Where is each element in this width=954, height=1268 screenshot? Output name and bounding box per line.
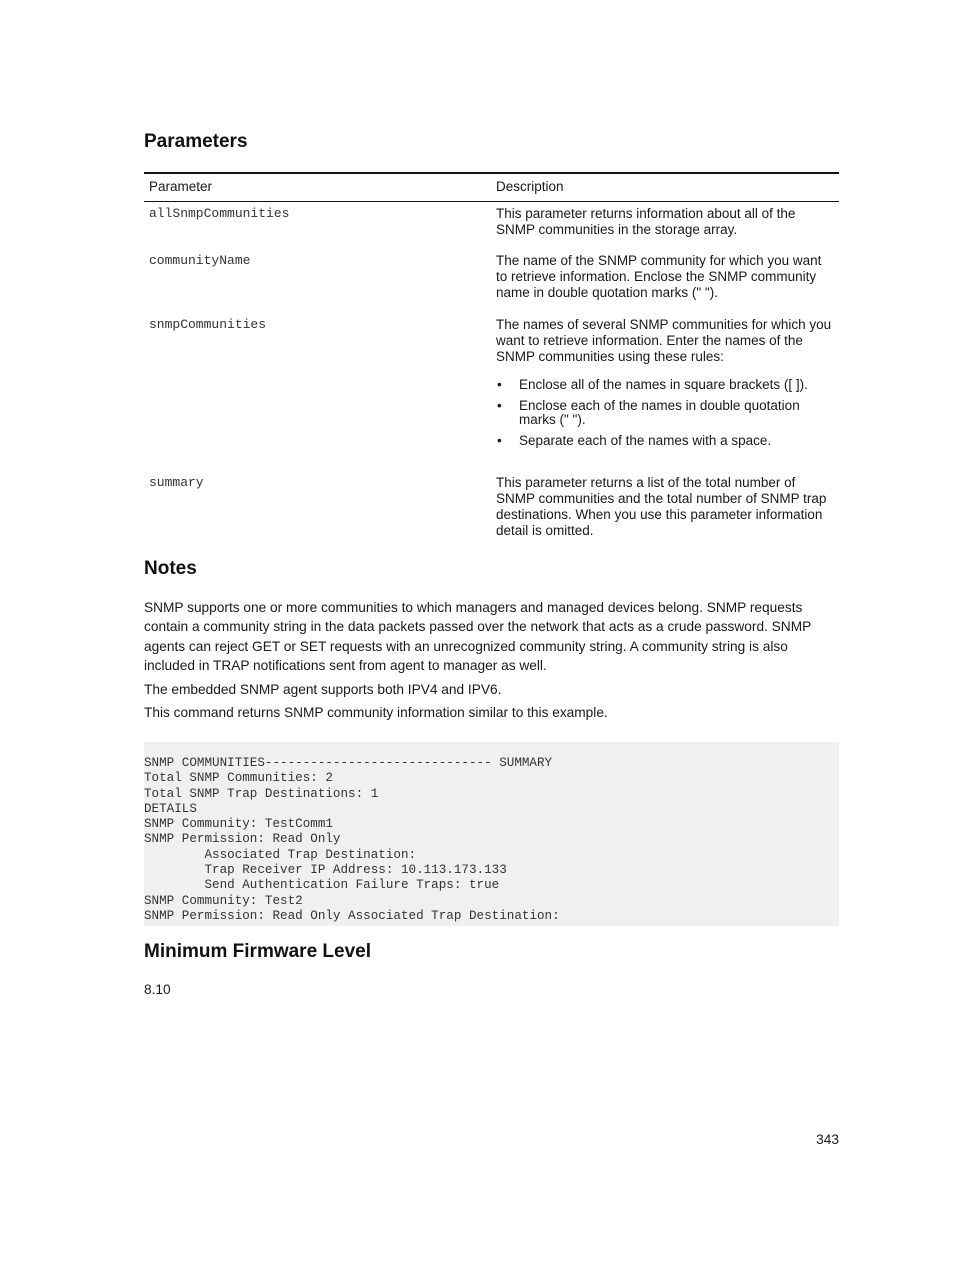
firmware-level: 8.10 — [144, 982, 171, 997]
parameters-heading: Parameters — [144, 131, 248, 152]
table-row — [144, 202, 839, 249]
notes-paragraph: The embedded SNMP agent supports both IPV4 and IPV6. — [144, 681, 502, 697]
list-item: • Enclose all of the names in square brackets ([ ]). — [496, 378, 834, 392]
notes-heading: Notes — [144, 558, 197, 579]
list-item: • Separate each of the names with a space. — [496, 434, 834, 448]
column-header-description: Description — [491, 173, 839, 202]
parameter-name: communityName — [149, 253, 251, 268]
parameters-table — [144, 172, 839, 539]
column-header-parameter: Parameter — [144, 173, 491, 202]
notes-body — [144, 598, 839, 727]
parameter-description: This parameter returns a list of the total number of SNMP communities and the total number of SNMP trap destinations. When you use this parameter information detail is omitted. — [496, 475, 827, 538]
page-number: 343 — [816, 1132, 839, 1147]
parameter-name: allSnmpCommunities — [149, 206, 290, 221]
table-row — [144, 311, 839, 465]
notes-paragraph: This command returns SNMP community information similar to this example. — [144, 705, 608, 721]
parameter-description-cell — [491, 311, 839, 465]
list-item: • Enclose each of the names in double quotation marks (" "). — [496, 399, 834, 427]
table-header-row — [144, 173, 839, 202]
notes-paragraph: SNMP supports one or more communities to which managers and managed devices belong. SNMP requests contain a community string in the data packets passed over the network that acts as a crude password. SNMP agents can reject GET or SET requests with an unrecognized community string. A community string is also included in TRAP notifications sent from agent to manager as well. — [144, 600, 811, 673]
firmware-heading: Minimum Firmware Level — [144, 941, 372, 962]
table-row — [144, 465, 839, 539]
rules-list — [496, 378, 834, 448]
table-row — [144, 248, 839, 311]
code-example: SNMP COMMUNITIES------------------------------ SUMMARY Total SNMP Communities: 2 Total SNMP Trap Destinations: 1 DETAILS SNMP Community: TestComm1 SNMP Permission: Read Only Associated Trap Destination: Trap Receiver IP Address: 10.113.173.133 Send Authentication Failure Traps: true SNMP Community: Test2 SNMP Permission: Read Only Associated Trap Destination: — [144, 742, 839, 926]
parameter-description: This parameter returns information about all of the SNMP communities in the storage array. — [496, 206, 796, 237]
parameter-name: summary — [149, 475, 204, 490]
parameter-description: The names of several SNMP communities for which you want to retrieve information. Enter the names of the SNMP communities using these rules: — [496, 317, 832, 364]
parameter-name: snmpCommunities — [149, 317, 267, 332]
parameter-description: The name of the SNMP community for which you want to retrieve information. Enclose the SNMP community name in double quotation marks (" "). — [496, 253, 822, 300]
